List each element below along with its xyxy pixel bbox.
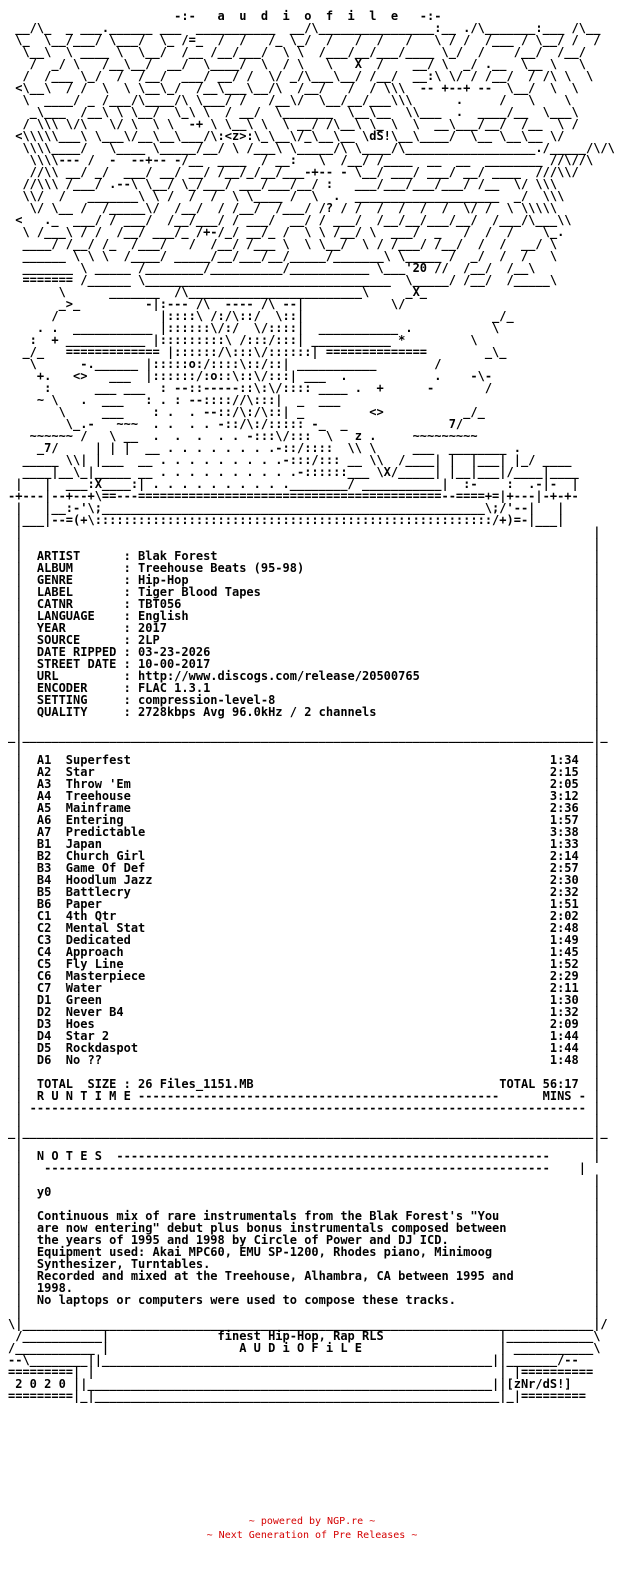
powered-by-credit: ~ powered by NGP.re ~ (248, 1516, 376, 1527)
nfo-text: -:- a u d i o f i l e -:- __/\_ _ ___.______ ___ ___________ __/\________________:__ ./\_______:___ /\__ \_ \__/___/ \___/ \_ /=_ / / /_ \_/ / / / / \ / / /___ / \__/ / / \__\ \ ____ \ \__/ /__ /__/___/ \ \ /___/__/___/____ \_/ / /__/ /__/ / _/ \ /__\__/ __/ \____/ \ / \ \ X / __/ \ _/ .__ \__ \ \ / /___ \_/ / /__/ ___/ __/ / \/ _/\___\__/ /__/ __:\ \/ / /__/ / /\ \ \ <\__\ / / \ \ \__\_/ /__\___\__/\ /__/ / / \\\ -- +--+ -- \__/ \ \ \ ____/ _ /___/\____/\ \___/ / /__\/ \__/__/___\\\ . / \ \ _\___ /__\ \ \__/ \_\ \ / __/ \_______ \__\__ \\___ . ____/__ \___\ / \\\ \/\ \/ \ \ \ -+ \ \__\ \ \ __/ /\__\ \_ \ \ __\___/__/ /__ \ / <\\\\\___\ \___\/__\__\___/\:<z>:\_\__\/_\__\__ \dS!\__\____/ \__ \__\__ \/ \\\\____/ \____ \_____/__/ \ /___\ \_____/\ \____/\__________________./_____/\/\ \\\\--- / - --+-- -/__ ____ / __: \ /__/ /____ __ __ ________ //\//\ //\\ __/ _/ ___/ __/ __/ /__/_/__/___-+-- - \__/ ___/ ___/ __/ ____ ///\\/ //\\\ /___/ .--\ \__/ \_/___/ ___/___/__/ : ___/___/___/___/ /__ \/ \\\ \\/ / _______\ \ / / / \ \____ / \ . ____________________ _/ \\\ \/ \__ / /_____\/ /__/ / /__/ /___/ /? / / / / / / \/ / \ \\\\\ < ._ ___/ / ___/ /__/___/ / ___/ __/ / ___/ /__/__/___/__/ /___/\___\\ \ /___\ / / /__/ ___/_ /+-/_/ __/_ / \ \ /__/ \ ___/ _ / / / \_. ____/ /__/ /_ /___/ / /__/ /___ \ \ \__/ \ / /___/ /__/ / / __/ \ ______ \ \ \ /____/ _____/__/___/__/_____/_______\ \_____ / _/ / / \ _______ \ _____ /________/__________/___________ \___'20 // /__/ /__\ ======= /______ \__________________________________ \_____/ /__/ /_____\ \ _______ /\________________________\ _X_ _>_ -|:--- /\ ---- /\ --| \/ / |::::\ /:/\::/ \::| _/_ . . ___________ |::::::\/:/ \/::::| ___________ . \ : + ___________ |:::::::::\ /:::/:::| ___________ * \ _/_ ============= |::::::/\:::\/::::::| ============== _\_ \ -.______ |:::::o:/::::\::/::| ___________ / +. <> ___ |::::::/:o::\::\/:::| ___ . . -\- : ___ ___ : --::-----::\:\/:::: ____ . + - / ~ \ . ___ : . : --:::://\:::| _ ___ \ ___ : . . --::/\:/\::| _ <> _/_ \_.- ~~~ . . . . -::/\:/::::: -_ _ 7/ ~~~~~~ / \ __ . . . . . -:::\/::: \ z . ~~~~~~~~~ _7/ | | | __ . . . . . . . .-::/:::: \\ \ ___ ________ . _____ \\| |___ __ . . . . . . . . .-:::/::: __ \\ /____| | |___| |_/ ____ ____|__\_|_____ __ . . . . . . . . . .-::::::___ \X/_____| |__|___|/____|____ | | ___:X____:| . . . . . . . . . .________/ ___________| :- : .-|- | -+---|--+--+\==---==========================================--====+=|+---|-+-+- | |__:-'\;_____________________________________________________\;/'--| | |___|--=(+\:::::::::::::::::::::::::::::::::::::::::::::::::::::::/+)=-|___| | | | | | ARTIST : Blak Forest | | ALBUM : Treehouse Beats (95-98) | | GENRE : Hip-Hop | | LABEL : Tiger Blood Tapes | | CATNR : TBT056 | | LANGUAGE : English | | YEAR : 2017 | | SOURCE : 2LP | | DATE RIPPED : 03-23-2026 | | STREET DATE : 10-00-2017 | | URL : http://www.discogs.com/release/20500765 | | ENCODER : FLAC 1.3.1 | | SETTING : compression-level-8 | | QUALITY : 2728kbps Avg 96.0kHz / 2 channels | | | _|_______________________________________________________________________________|_ | | | A1 Superfest 1:34 | | A2 Star 2:15 | | A3 Throw 'Em 2:05 | | A4 Treehouse 3:12 | | A5 Mainframe 2:36 | | A6 Entering 1:57 | | A7 Predictable 3:38 | | B1 Japan 1:33 | | B2 Church Girl 2:14 | | B3 Game Of Def 2:57 | | B4 Hoodlum Jazz 2:30 | | B5 Battlecry 2:32 | | B6 Paper 1:51 | | C1 4th Qtr 2:02 | | C2 Mental Stat 2:48 | | C3 Dedicated 1:49 | | C4 Approach 1:45 | | C5 Fly Line 1:52 | | C6 Masterpiece 2:29 | | C7 Water 2:11 | | D1 Green 1:30 | | D2 Never B4 1:32 | | D3 Hoes 2:09 | | D4 Star 2 1:44 | | D5 Rockdaspot 1:44 | | D6 No ?? 1:48 | | | | TOTAL SIZE : 26 Files_1151.MB TOTAL 56:17 | | R U N T I M E -------------------------------------------------- MINS - | | ----------------------------------------------------------------------------- | | | _|_______________________________________________________________________________|_ | | | N O T E S ------------------------------------------------------------ | | ---------------------------------------------------------------------- | | | | y0 | | | | Continuous mix of rare instrumentals from the Blak Forest's "You | | are now entering" debut plus bonus instrumentals composed between | | the years of 1995 and 1998 by Circle of Power and DJ ICD. | | Equipment used: Akai MPC60, EMU SP-1200, Rhodes piano, Minimoog | | Synthesizer, Turntables. | | Recorded and mixed at the Treehouse, Alhambra, CA between 1995 and | | 1998. | | No laptops or computers were used to compose these tracks. | | | \|_______________________________________________________________________________|/ /___________| finest Hip-Hop, Rap RLS |____________\ /___________ | A U D i O F i L E | ___________\ --\________||______________________________________________________||_______/-- =========| | | |========== 2 0 2 0 ||________________________________________________________||[zNr/dS!] =========|_|________________________________________________________|_|========= (8, 9, 615, 1403)
footer (0, 1515, 624, 1543)
ngp-tagline: ~ Next Generation of Pre Releases ~ (206, 1530, 418, 1541)
